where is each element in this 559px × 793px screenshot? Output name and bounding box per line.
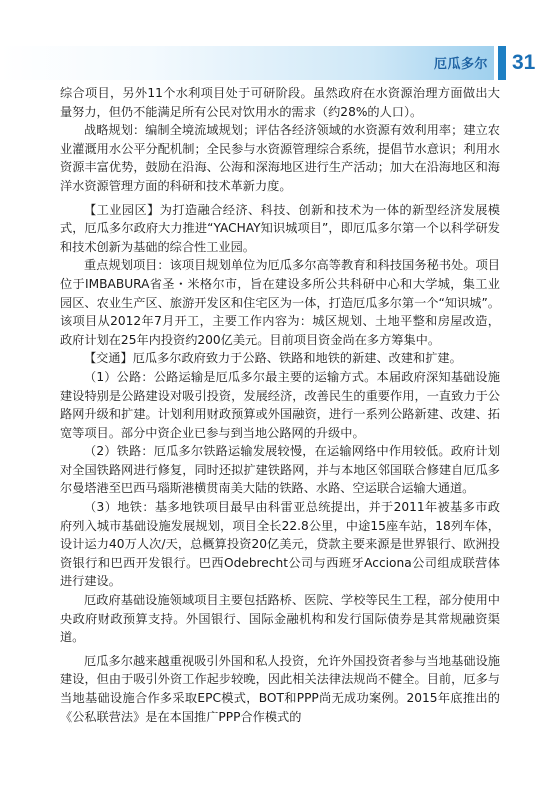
body-text	[60, 84, 500, 726]
paragraph-infrastructure-financing: 厄政府基础设施领域项目主要包括路桥、医院、学校等民生工程，部分使用中央政府财政预算支持。外国银行、国际金融机构和发行国际债券是其常规融资渠道。	[60, 593, 500, 645]
paragraph-foreign-investment: 厄瓜多尔越来越重视吸引外国和私人投资，允许外国投资者参与当地基础设施建设，但由于吸引外资工作起步较晚，因此相关法律法规尚不健全。目前，厄多与当地基础设施合作多采取EPC模式，BOT和PPP尚无成功案例。2015年底推出的《公私联营法》是在本国推广PPP合作模式的	[60, 653, 500, 724]
header-accent-bar	[498, 46, 506, 80]
paragraph-water-continued: 综合项目，另外11个水利项目处于可研阶段。虽然政府在水资源治理方面做出大量努力，但仍不能满足所有公民对饮用水的需求（约28%的人口）。	[60, 86, 500, 119]
page-number: 31	[512, 51, 536, 74]
paragraph-roads: （1）公路：公路运输是厄瓜多尔最主要的运输方式。本届政府深知基础设施建设特别是公路建设对吸引投资，发展经济，改善民生的重要作用，一直致力于公路网升级和扩建。计划利用财政预算或外国融资，进行一系列公路新建、改建、拓宽等项目。部分中资企业已参与到当地公路网的升级中。	[60, 369, 500, 440]
paragraph-metro: （3）地铁：基多地铁项目最早由科雷亚总统提出，并于2011年被基多市政府列入城市基础设施发展规划，项目全长22.8公里，中途15座车站，18列车体，设计运力40万人次/天，总概算投资20亿美元，贷款主要来源是世界银行、欧洲投资银行和巴西开发银行。巴西Odebrecht公司与西班牙Acciona公司组成联营体进行建设。	[60, 500, 500, 589]
paragraph-transport: 【交通】厄瓜多尔政府致力于公路、铁路和地铁的新建、改建和扩建。	[84, 351, 462, 366]
paragraph-strategic-plan: 战略规划：编制全境流域规划；评估各经济领域的水资源有效利用率；建立农业灌溉用水公平分配机制；全民参与水资源管理综合系统，提倡节水意识；利用水资源丰富优势，鼓励在沿海、公海和深海地区进行生产活动；加大在沿海地区和海洋水资源管理方面的科研和技术革新力度。	[60, 123, 500, 193]
paragraph-key-project: 重点规划项目：该项目规划单位为厄瓜多尔高等教育和科技国务秘书处。项目位于IMBABURA省圣・米格尔市，旨在建设多所公共科研中心和大学城，集工业园区、农业生产区、旅游开发区和住宅区为一体，打造厄瓜多尔第一个“知识城”。该项目从2012年7月开工，主要工作内容为：城区规划、土地平整和房屋改造，政府计划在25年内投资约200亿美元。目前项目资金尚在多方筹集中。	[60, 258, 500, 347]
running-header-country: 厄瓜多尔	[433, 57, 488, 72]
header-gradient-band	[0, 46, 494, 80]
paragraph-railways: （2）铁路：厄瓜多尔铁路运输发展较慢，在运输网络中作用较低。政府计划对全国铁路网进行修复，同时还拟扩建铁路网，并与本地区邻国联合修建自厄瓜多尔曼塔港至巴西马瑙斯港横贯南美大陆的铁路、水路、空运联合运输大通道。	[60, 444, 500, 496]
paragraph-industrial-park: 【工业园区】为打造融合经济、科技、创新和技术为一体的新型经济发展模式，厄瓜多尔政府大力推进“YACHAY知识城项目”，即厄瓜多尔第一个以科学研发和技术创新为基础的综合性工业园。	[60, 202, 500, 254]
